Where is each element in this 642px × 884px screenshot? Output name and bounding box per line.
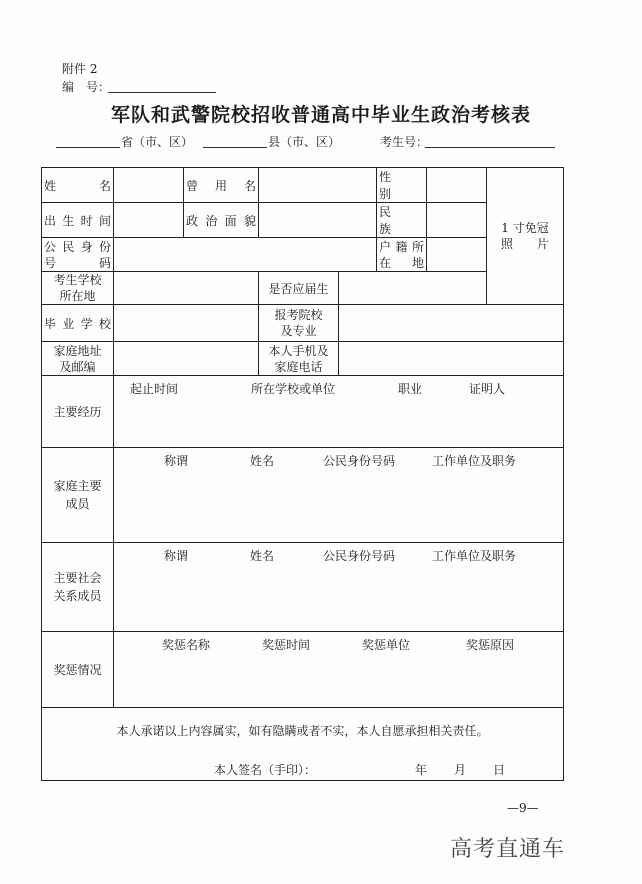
social-col-relation: 称谓 <box>163 549 188 563</box>
family-col-employer: 工作单位及职务 <box>431 454 516 468</box>
ethnicity-field[interactable] <box>427 203 487 238</box>
awards-col-reason: 奖惩原因 <box>465 638 514 652</box>
phone-field[interactable] <box>339 342 564 376</box>
province-input-line[interactable] <box>56 135 120 148</box>
home-address-label <box>42 342 114 376</box>
photo-label-line2: 照 片 <box>500 237 549 251</box>
name-label: 姓 名 <box>42 168 114 203</box>
hukou-field[interactable] <box>427 238 487 272</box>
experience-col-period: 起止时间 <box>129 382 178 396</box>
county-label: 县（市、区） <box>268 135 341 149</box>
fresh-graduate-label: 是否应届生 <box>259 272 339 305</box>
applied-school-label-line2: 及专业 <box>280 324 317 338</box>
gender-label: 性 别 <box>377 168 427 203</box>
birth-field[interactable] <box>114 203 184 238</box>
awards-headers <box>114 632 563 653</box>
home-address-label-line2: 及邮编 <box>59 359 96 374</box>
awards-col-name: 奖惩名称 <box>161 638 210 652</box>
birth-label: 出生时间 <box>42 203 114 238</box>
attachment-label: 附件 2 <box>62 62 98 76</box>
family-label-line1: 家庭主要 <box>53 479 102 493</box>
ethnicity-label: 民 族 <box>377 203 427 238</box>
social-label <box>42 543 114 632</box>
school-location-label-line1: 考生学校 <box>53 273 102 287</box>
date-year-label: 年 <box>415 762 428 777</box>
social-label-line1: 主要社会 <box>53 571 102 585</box>
experience-label: 主要经历 <box>42 376 114 448</box>
applied-school-label <box>259 305 339 342</box>
experience-col-occupation: 职业 <box>397 382 422 396</box>
graduate-school-label: 毕业学校 <box>42 305 114 342</box>
home-address-label-line1: 家庭地址 <box>53 343 102 358</box>
applied-school-field[interactable] <box>339 305 564 342</box>
experience-col-witness: 证明人 <box>468 382 505 396</box>
watermark-text: 高考直通车 <box>450 837 566 862</box>
social-label-line2: 关系成员 <box>53 589 102 603</box>
political-status-field[interactable] <box>259 203 377 238</box>
photo-label-line1: 1 寸免冠 <box>501 221 549 235</box>
gender-field[interactable] <box>427 168 487 203</box>
political-status-label: 政治面貌 <box>184 203 259 238</box>
signature-row <box>44 761 561 777</box>
page-number: —9— <box>507 801 539 815</box>
applied-school-label-line1: 报考院校 <box>274 308 323 322</box>
family-headers <box>114 448 563 469</box>
county-input-line[interactable] <box>203 135 267 148</box>
form-title: 军队和武警院校招收普通高中毕业生政治考核表 <box>110 104 531 126</box>
exam-number-input-line[interactable] <box>425 135 555 148</box>
social-field[interactable] <box>114 543 564 632</box>
serial-label: 编 号： <box>62 80 111 94</box>
id-number-label-line1: 公民身份 <box>44 239 111 254</box>
family-label <box>42 448 114 543</box>
phone-label <box>259 342 339 376</box>
family-label-line2: 成员 <box>65 497 90 511</box>
awards-col-time: 奖惩时间 <box>261 638 310 652</box>
school-location-label <box>42 272 114 305</box>
experience-field[interactable] <box>114 376 564 448</box>
phone-label-line1: 本人手机及 <box>268 343 329 358</box>
exam-number-label: 考生号： <box>380 135 429 149</box>
signature-label: 本人签名（手印）： <box>214 762 317 777</box>
social-col-name: 姓名 <box>249 549 274 563</box>
family-col-name: 姓名 <box>249 454 274 468</box>
signature-field[interactable] <box>326 761 406 775</box>
experience-col-school: 所在学校或单位 <box>250 382 335 396</box>
date-day-label: 日 <box>493 762 506 777</box>
family-field[interactable] <box>114 448 564 543</box>
former-name-label: 曾 用 名 <box>184 168 259 203</box>
social-col-id: 公民身份号码 <box>322 549 395 563</box>
school-location-label-line2: 所在地 <box>59 289 96 303</box>
family-col-id: 公民身份号码 <box>322 454 395 468</box>
home-address-field[interactable] <box>114 342 259 376</box>
political-review-form <box>41 167 564 781</box>
former-name-field[interactable] <box>259 168 377 203</box>
pledge-section <box>42 708 564 781</box>
school-location-field[interactable] <box>114 272 259 305</box>
date-month-label: 月 <box>454 762 467 777</box>
fresh-graduate-field[interactable] <box>339 272 487 305</box>
family-col-relation: 称谓 <box>163 454 188 468</box>
graduate-school-field[interactable] <box>114 305 259 342</box>
experience-headers <box>114 376 563 397</box>
hukou-label-line1: 户籍所 <box>379 239 424 254</box>
awards-field[interactable] <box>114 632 564 708</box>
pledge-text: 本人承诺以上内容属实，如有隐瞒或者不实，本人自愿承担相关责任。 <box>116 723 489 738</box>
id-number-label <box>42 238 114 272</box>
social-col-employer: 工作单位及职务 <box>431 549 516 563</box>
awards-label: 奖惩情况 <box>42 632 114 708</box>
id-number-label-line2: 号 码 <box>44 255 111 270</box>
phone-label-line2: 家庭电话 <box>274 359 323 374</box>
serial-input-line[interactable] <box>108 92 216 93</box>
social-headers <box>114 543 563 564</box>
id-number-field[interactable] <box>114 238 377 272</box>
awards-col-unit: 奖惩单位 <box>361 638 410 652</box>
name-field[interactable] <box>114 168 184 203</box>
hukou-label-line2: 在 地 <box>379 255 424 270</box>
hukou-label <box>377 238 427 272</box>
province-label: 省（市、区） <box>121 135 194 149</box>
photo-box[interactable] <box>487 168 564 305</box>
